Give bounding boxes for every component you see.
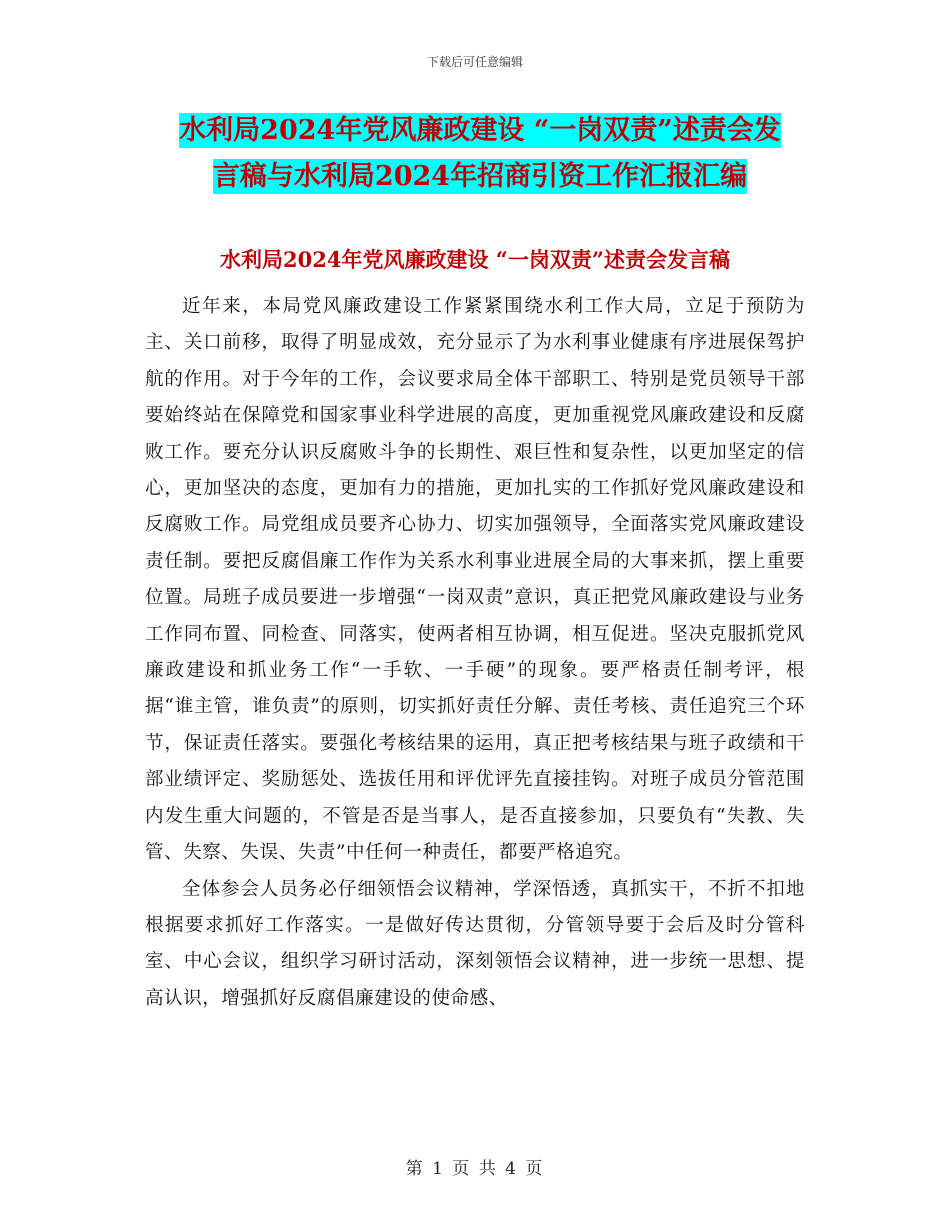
title-line-1: 水利局2024年党风廉政建设 “一岗双责”述责会发 xyxy=(179,115,781,146)
page-number: 第 1 页 共 4 页 xyxy=(405,1159,545,1179)
section-title: 水利局2024年党风廉政建设 “一岗双责”述责会发言稿 xyxy=(220,247,730,272)
download-note: 下载后可任意编辑 xyxy=(426,55,523,69)
paragraph: 近年来，本局党风廉政建设工作紧紧围绕水利工作大局，立足于预防为主、关口前移，取得了明显成效，充分显示了为水利事业健康有序进展保驾护航的作用。对于今年的工作，会议要求局全体干部职工、特别是党员领导干部要始终站在保障党和国家事业科学进展的高度，更加重视党风廉政建设和反腐败工作。要充分认识反腐败斗争的长期性、艰巨性和复杂性，以更加坚定的信心，更加坚决的态度，更加有力的措施，更加扎实的工作抓好党风廉政建设和反腐败工作。局党组成员要齐心协力、切实加强领导，全面落实党风廉政建设责任制。要把反腐倡廉工作作为关系水利事业进展全局的大事来抓，摆上重要位置。局班子成员要进一步增强“一岗双责”意识，真正把党风廉政建设与业务工作同布置、同检查、同落实，使两者相互协调，相互促进。坚决克服抓党风廉政建设和抓业务工作“一手软、一手硬”的现象。要严格责任制考评，根据“谁主管，谁负责”的原则，切实抓好责任分解、责任考核、责任追究三个环节，保证责任落实。要强化考核结果的运用，真正把考核结果与班子政绩和干部业绩评定、奖励惩处、选拔任用和评优评先直接挂钩。对班子成员分管范围内发生重大问题的，不管是否是当事人，是否直接参加，只要负有“失教、失管、失察、失误、失责”中任何一种责任，都要严格追究。 xyxy=(145,296,805,864)
document-title xyxy=(140,108,820,200)
paragraph: 全体参会人员务必仔细领悟会议精神，学深悟透，真抓实干，不折不扣地根据要求抓好工作落实。一是做好传达贯彻，分管领导要于会后及时分管科室、中心会议，组织学习研讨活动，深刻领悟会议精神，进一步统一思想、提高认识，增强抓好反腐倡廉建设的使命感、 xyxy=(145,878,805,1009)
title-line-2: 言稿与水利局2024年招商引资工作汇报汇编 xyxy=(212,161,748,192)
document-body xyxy=(145,289,805,1017)
